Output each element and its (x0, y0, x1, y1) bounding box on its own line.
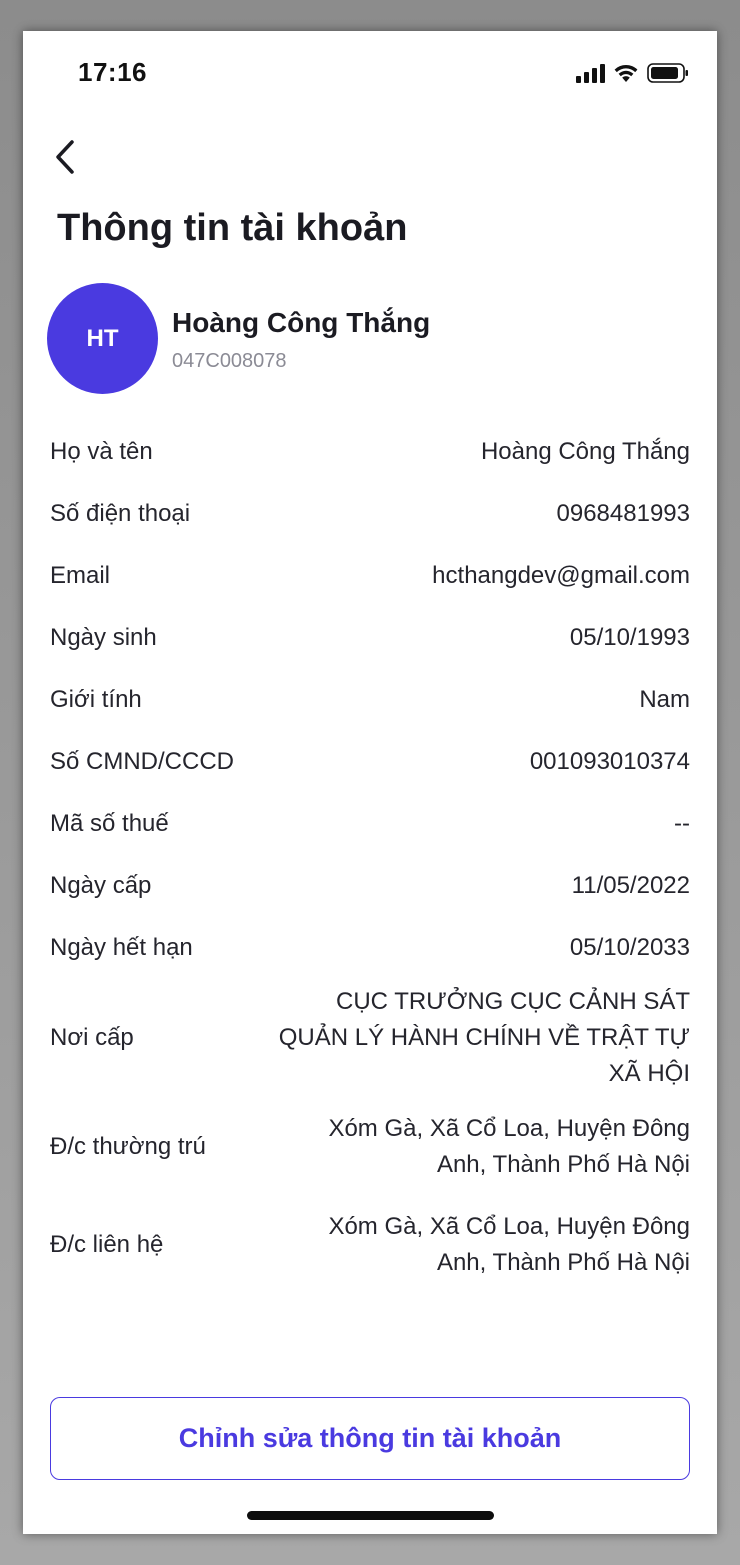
info-label: Giới tính (50, 686, 142, 713)
wifi-icon (613, 63, 639, 83)
profile-id: 047C008078 (172, 350, 287, 372)
info-label: Đ/c liên hệ (50, 1231, 164, 1258)
info-row-issue-date (50, 855, 690, 917)
info-value: Hoàng Công Thắng (480, 438, 690, 465)
info-value: 05/10/1993 (569, 624, 690, 651)
info-row-id-number (50, 731, 690, 793)
page-title: Thông tin tài khoản (57, 207, 408, 249)
battery-icon (647, 62, 689, 84)
info-label: Ngày cấp (50, 872, 152, 899)
info-value: Xóm Gà, Xã Cổ Loa, Huyện Đông Anh, Thành Phố Hà Nội (328, 1213, 690, 1276)
info-row-phone (50, 483, 690, 545)
edit-account-button[interactable]: Chỉnh sửa thông tin tài khoản (50, 1397, 690, 1480)
info-label: Email (50, 562, 111, 589)
info-label: Số điện thoại (50, 500, 191, 527)
info-label: Đ/c thường trú (50, 1133, 206, 1160)
info-value: 05/10/2033 (569, 934, 690, 961)
status-time: 17:16 (78, 57, 147, 87)
info-value: hcthangdev@gmail.com (432, 562, 690, 589)
info-value: Nam (639, 686, 690, 713)
info-label: Mã số thuế (50, 810, 169, 837)
phone-screen (23, 31, 717, 1534)
avatar: HT (47, 283, 158, 394)
info-row-gender (50, 669, 690, 731)
chevron-left-icon (54, 139, 76, 175)
profile-name: Hoàng Công Thắng (172, 307, 431, 338)
info-row-tax-code (50, 793, 690, 855)
status-icons (576, 61, 689, 85)
info-label: Nơi cấp (50, 1024, 134, 1051)
info-label: Họ và tên (50, 438, 153, 465)
info-row-permanent-address (50, 1097, 690, 1197)
profile-header (47, 283, 707, 395)
info-label: Số CMND/CCCD (50, 748, 235, 775)
info-label: Ngày hết hạn (50, 934, 193, 961)
info-value: CỤC TRƯỞNG CỤC CẢNH SÁT QUẢN LÝ HÀNH CHÍNH VỀ TRẬT TỰ XÃ HỘI (278, 988, 690, 1087)
info-value: 11/05/2022 (571, 872, 690, 899)
info-label: Ngày sinh (50, 624, 157, 651)
cellular-signal-icon (576, 63, 605, 83)
status-bar (23, 31, 717, 121)
back-button[interactable] (43, 135, 87, 179)
info-row-email (50, 545, 690, 607)
home-indicator[interactable] (247, 1511, 494, 1520)
info-value: -- (674, 810, 690, 837)
info-row-birthday (50, 607, 690, 669)
info-row-contact-address (50, 1197, 690, 1293)
info-value: 0968481993 (556, 500, 690, 527)
info-row-issue-place (50, 979, 690, 1097)
info-row-full-name (50, 421, 690, 483)
account-info-list (50, 421, 690, 1293)
info-value: 001093010374 (529, 748, 690, 775)
info-row-expiry-date (50, 917, 690, 979)
info-value: Xóm Gà, Xã Cổ Loa, Huyện Đông Anh, Thành Phố Hà Nội (328, 1115, 690, 1178)
